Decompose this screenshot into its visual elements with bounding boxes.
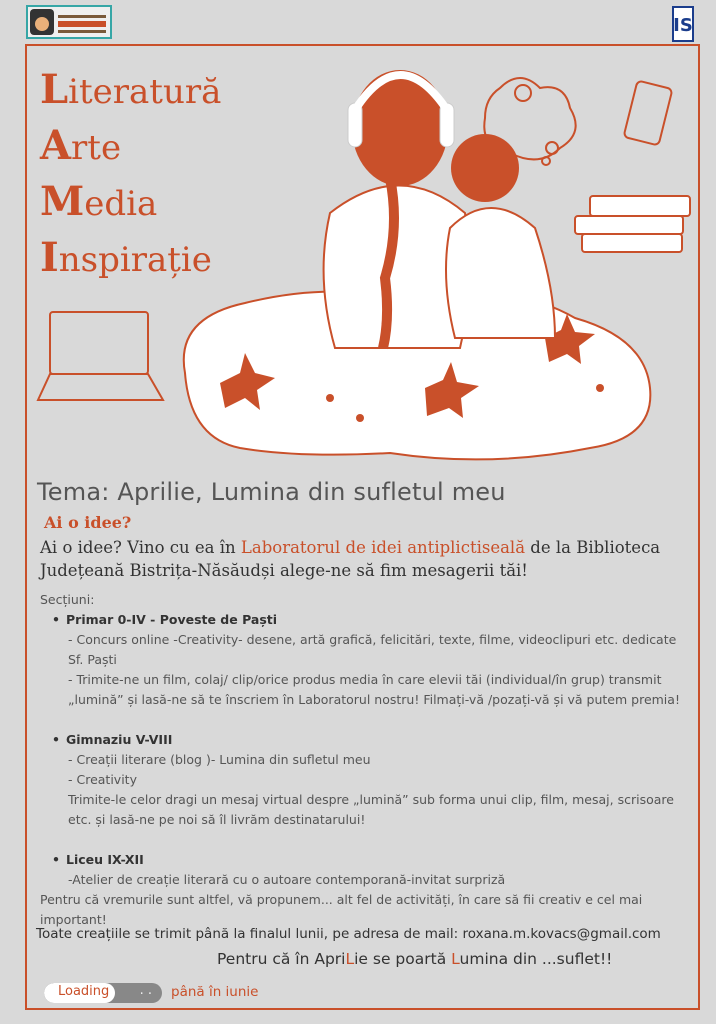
ai-o-idee-heading: Ai o idee? <box>44 513 132 532</box>
until-june-text: până în iunie <box>171 984 259 1000</box>
section-liceu-title: • Liceu IX-XII <box>40 850 695 870</box>
section-liceu-line: Pentru că vremurile sunt altfel, vă propunem... alt fel de activități, în care să fii creativ e cel mai important! <box>40 892 643 927</box>
poster-title <box>40 63 221 287</box>
deadline-email-text: Toate creațiile se trimit până la finalul lunii, pe adresa de mail: roxana.m.kovacs@gmail.com <box>36 926 661 942</box>
svg-text:IS: IS <box>673 15 693 36</box>
sections-label: Secțiuni: <box>40 592 95 607</box>
title-line-inspiratie: Inspirație <box>40 234 212 281</box>
section-primar-line: - Concurs online -Creativity- desene, artă grafică, felicitări, texte, filme, videoclipuri etc. dedicate Sf. Paști <box>68 632 677 667</box>
theme-heading: Tema: Aprilie, Lumina din sufletul meu <box>37 478 506 506</box>
section-gimnaziu-line: - Creativity <box>68 772 137 787</box>
loading-dots: . . <box>139 983 152 998</box>
motto-text: Pentru că în ApriLie se poartă Lumina din ...suflet!! <box>217 950 613 968</box>
section-gimnaziu-title: • Gimnaziu V-VIII <box>40 730 695 750</box>
title-line-literatura: Literatură <box>40 66 222 113</box>
school-logo-icon <box>672 6 694 42</box>
author-portrait-icon <box>30 9 54 35</box>
section-primar-title: • Primar 0-IV - Poveste de Paști <box>40 610 695 630</box>
loading-label: Loading <box>58 984 110 999</box>
laboratory-name: Laboratorul de idei antiplictiseală <box>240 538 526 557</box>
library-logo <box>26 5 112 39</box>
section-gimnaziu-line: - Creații literare (blog )- Lumina din sufletul meu <box>68 752 371 767</box>
intro-paragraph: Ai o idee? Vino cu ea în Laboratorul de idei antiplictiseală de la Biblioteca Județeană Bistrița-Năsăudși alege-ne să fim mesagerii tăi! <box>40 538 661 580</box>
title-line-media: Media <box>40 178 158 225</box>
title-line-arte: Arte <box>40 122 122 169</box>
section-gimnaziu-line: Trimite-le celor dragi un mesaj virtual despre „lumină” sub forma unui clip, film, mesaj, scrisoare etc. și lasă-ne pe noi să îl livrăm destinatarului! <box>68 792 674 827</box>
sections-body <box>40 590 695 930</box>
section-liceu-line: -Atelier de creație literară cu o autoare contemporană-invitat surpriză <box>68 872 506 887</box>
loading-progress-bar <box>44 983 162 1003</box>
section-primar-line: - Trimite-ne un film, colaj/ clip/orice produs media în care elevii tăi (individual/în grup) transmit „lumină” și lasă-ne să te înscriem în Laboratorul nostru! Filmați-vă /pozați-vă și vă putem premia! <box>68 672 680 707</box>
